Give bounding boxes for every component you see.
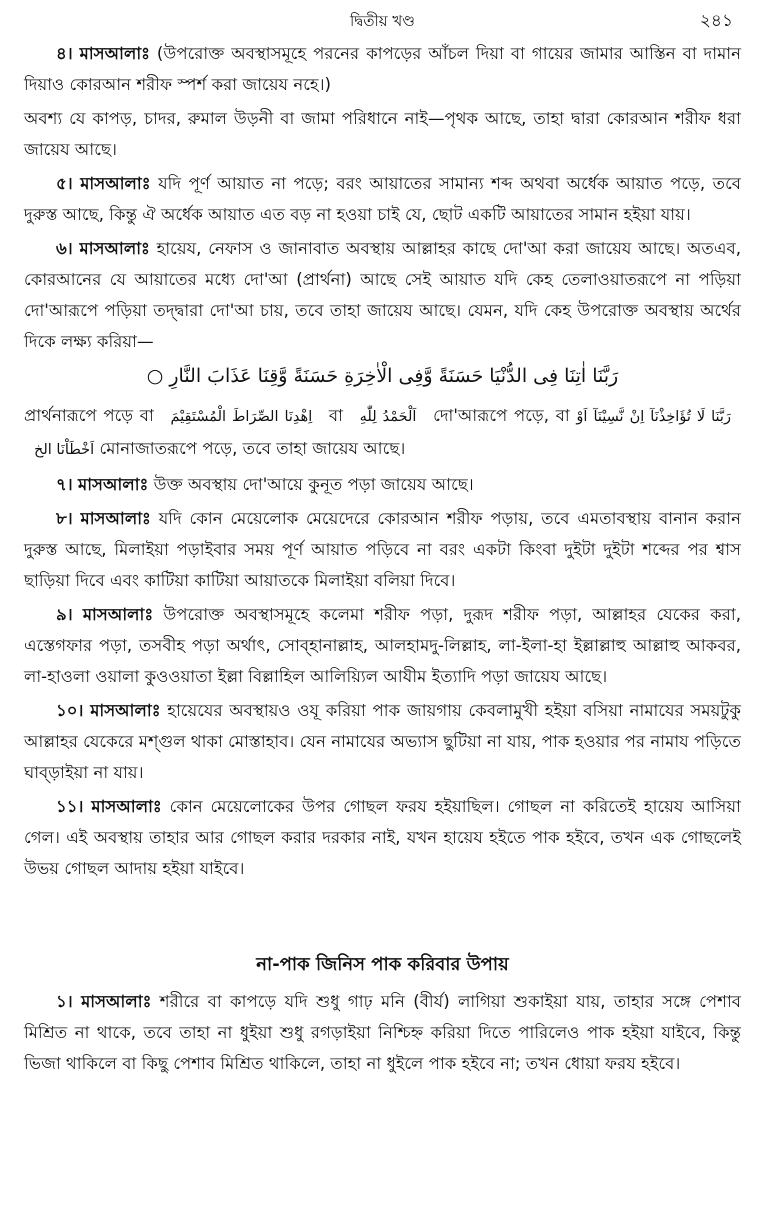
masala-4-continuation: অবশ্য যে কাপড়, চাদর, রুমাল উড়নী বা জামা পরিধানে নাই—পৃথক আছে, তাহা দ্বারা কোরআন শরীফ ধরা জায়েয আছে। (24, 109, 741, 159)
masala-label: মাসআলাঃ (82, 605, 154, 624)
masala-text: (উপরোক্ত অবস্থাসমূহে পরনের কাপড়ের আঁচল দিয়া বা গায়ের জামার আস্তিন বা দামান দিয়াও কোরআন শরীফ স্পর্শ করা জায়েয নহে।) (24, 44, 741, 94)
masala-number: ১। (56, 992, 73, 1011)
masala-label: মাসআলাঃ (91, 797, 162, 816)
masala-label: মাসআলাঃ (79, 44, 150, 63)
inline-text-2: বা (328, 406, 343, 425)
masala-text: উপরোক্ত অবস্থাসমূহে কলেমা শরীফ পড়া, দুরূদ শরীফ পড়া, আল্লাহর যেকের করা, এস্তেগফার পড়া, তসবীহ পড়া অর্থাৎ, সোব্হানাল্লাহ, আলহামদু-লিল্লাহ, লা-ইলা-হা ইল্লাল্লাহু আল্লাহু আকবর, লা-হাওলা ওয়ালা কুওওয়াতা ইল্লা বিল্লাহিল আলিয়্যিল আযীম ইত্যাদি পড়া জায়েয আছে। (24, 605, 741, 686)
running-title: দ্বিতীয় খণ্ড (350, 12, 415, 30)
inline-text-4: মোনাজাতরূপে পড়ে, তবে তাহা জায়েয আছে। (99, 439, 406, 458)
page-number: ২৪১ (699, 11, 733, 31)
masala-label: মাসআলাঃ (79, 239, 150, 258)
masala-number: ৫। (56, 174, 73, 193)
masala-number: ৮। (56, 509, 73, 528)
masala-5 (24, 168, 741, 230)
masala-text: কোন মেয়েলোকের উপর গোছল ফরয হইয়াছিল। গোছল না করিতেই হায়েয আসিয়া গেল। এই অবস্থায় তাহার আর গোছল করার দরকার নাই, যখন হায়েয হইতে পাক হইবে, তখন এক গোছলেই উভয় গোছল আদায় হইয়া যাইবে। (24, 797, 741, 878)
arabic-verse: رَبَّنَا اٰتِنَا فِى الدُّنْيَا حَسَنَةً وَّفِى الْاٰخِرَةِ حَسَنَةً وَّقِنَا عَذَابَ النَّارِ ○ (146, 365, 619, 387)
masala-label: মাসআলাঃ (81, 992, 152, 1011)
section-gap (24, 887, 741, 949)
masala-text: উক্ত অবস্থায় দো'আয়ে কুনূত পড়া জায়েয আছে। (153, 475, 474, 494)
masala-text: যদি পূর্ণ আয়াত না পড়ে; বরং আয়াতের সামান্য শব্দ অথবা অর্ধেক আয়াত পড়ে, তবে দুরুস্ত আছে, কিন্তু ঐ অর্ধেক আয়াত এত বড় না হওয়া চাই যে, ছোট একটি আয়াতের সামান হইয়া যায়। (24, 174, 742, 224)
arabic-rabbana: رَبَّنَا لَا تُؤَاخِذْنَآ اِنْ نَّسِيْنَآ اَوْ اَخْطَاْنَا الخ (34, 409, 731, 458)
inline-dua-paragraph (24, 400, 741, 466)
arabic-alhamdu: اَلْحَمْدُ لِلّٰهِ (359, 409, 417, 425)
masala-text: শরীরে বা কাপড়ে যদি শুধু গাঢ় মনি (বীর্য) লাগিয়া শুকাইয়া যায়, তাহার সঙ্গে পেশাব মিশ্রিত না থাকে, তবে তাহা না ধুইয়া শুধু রগড়াইয়া নিশ্চিহ্ন করিয়া দিতে পারিলেও পাক হইয়া যাইবে, কিন্তু ভিজা থাকিলে বা কিছু পেশাব মিশ্রিত থাকিলে, তাহা না ধুইলে পাক হইবে না; তখন ধোয়া ফরয হইবে। (24, 992, 741, 1073)
masala-label: মাসআলাঃ (78, 475, 149, 494)
masala-10 (24, 695, 741, 788)
masala-8 (24, 503, 741, 596)
masala-number: ৯। (56, 605, 73, 624)
masala-number: ৪। (56, 44, 73, 63)
masala-6 (24, 233, 741, 357)
masala-7 (24, 469, 741, 500)
section-masala-1 (24, 986, 741, 1079)
masala-label: মাসআলাঃ (80, 174, 151, 193)
masala-text: হায়েয, নেফাস ও জানাবাত অবস্থায় আল্লাহর কাছে দো'আ করা জায়েয আছে। অতএব, কোরআনের যে আয়াতের মধ্যে দো'আ (প্রার্থনা) আছে সেই আয়াত যদি কেহ তেলাওয়াতরূপে না পড়িয়া দো'আরূপে পড়িয়া তদ্দ্বারা দো'আ চায়, তবে তাহা জায়েয আছে। যেমন, যদি কেহ উপরোক্ত অবস্থায় অর্থের দিকে লক্ষ্য করিয়া— (24, 239, 741, 351)
masala-number: ৭। (56, 475, 73, 494)
masala-label: মাসআলাঃ (80, 509, 151, 528)
masala-text: যদি কোন মেয়েলোক মেয়েদেরে কোরআন শরীফ পড়ায়, তবে এমতাবস্থায় বানান করান দুরুস্ত আছে, মিলাইয়া পড়াইবার সময় পূর্ণ আয়াত পড়িবে না বরং একটা কিংবা দুইটা দুইটা শব্দের পর শ্বাস ছাড়িয়া দিবে এবং কাটিয়া কাটিয়া আয়াতকে মিলাইয়া বলিয়া দিবে। (24, 509, 741, 590)
page-header (24, 0, 741, 38)
masala-4 (24, 38, 741, 100)
masala-9 (24, 599, 741, 692)
masala-label: মাসআলাঃ (90, 701, 161, 720)
page-body (24, 38, 741, 1079)
masala-number: ৬। (56, 239, 73, 258)
arabic-ihdina: اِهْدِنَا الصِّرَاطَ الْمُسْتَقِيْمَ (170, 409, 313, 425)
masala-number: ১১। (56, 797, 84, 816)
masala-text: হায়েযের অবস্থায়ও ওযূ করিয়া পাক জায়গায় কেবলামুখী হইয়া বসিয়া নামাযের সময়টুকু আল্লাহর যেকেরে মশ্গুল থাকা মোস্তাহাব। যেন নামাযের অভ্যাস ছুটিয়া না যায়, পাক হওয়ার পর নামায পড়িতে ঘাব্ড়াইয়া না যায়। (24, 701, 741, 782)
masala-number: ১০। (56, 701, 84, 720)
inline-text-1: প্রার্থনারূপে পড়ে বা (24, 406, 154, 425)
masala-11 (24, 791, 741, 884)
section-title: না-পাক জিনিস পাক করিবার উপায় (256, 954, 509, 975)
inline-text-3: দো'আরূপে পড়ে, বা (433, 406, 570, 425)
